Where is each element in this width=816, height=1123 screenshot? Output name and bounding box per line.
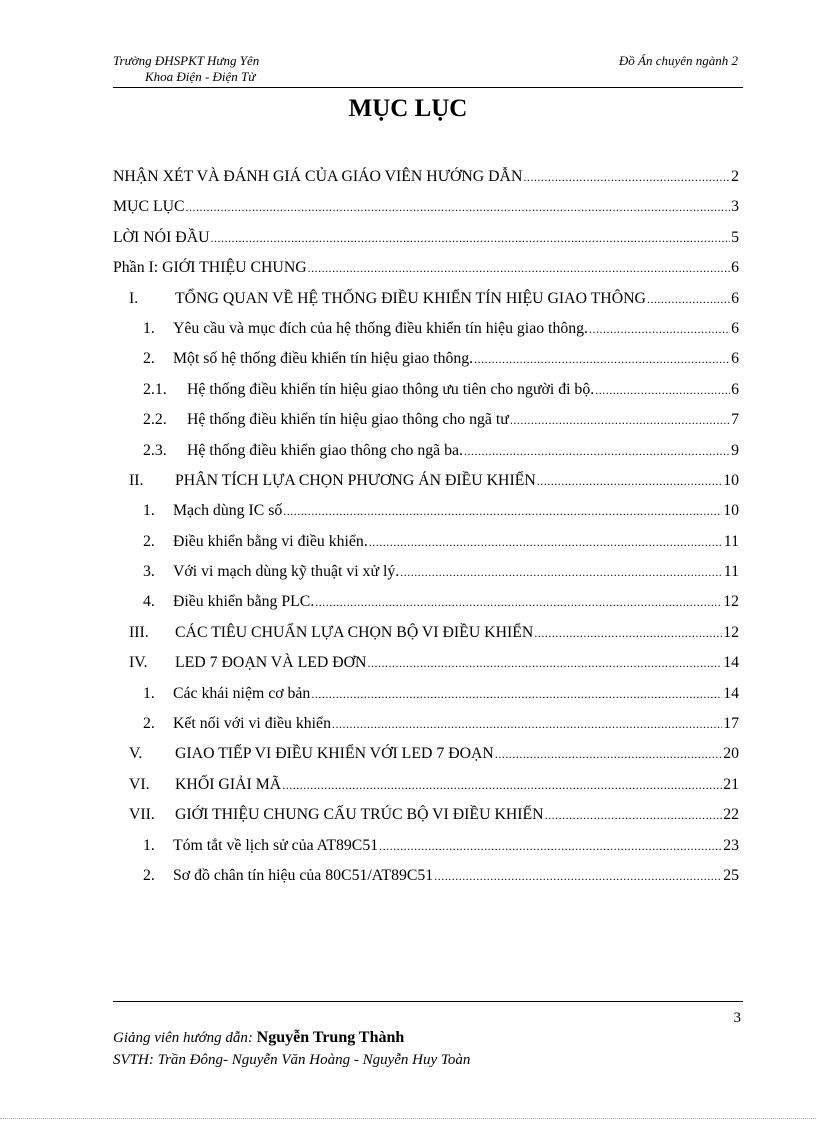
toc-dot-leader [510, 413, 730, 428]
toc-entry-page: 25 [723, 866, 739, 884]
toc-entry-number: 2.2. [143, 411, 167, 429]
instructor-label: Giảng viên hướng dẫn: [113, 1030, 257, 1046]
toc-entry-number: 1. [143, 319, 155, 337]
toc-entry-page: 6 [731, 350, 739, 368]
toc-entry-label: TỔNG QUAN VỀ HỆ THỐNG ĐIỀU KHIỂN TÍN HIỆU GIAO THÔNG [175, 289, 646, 307]
toc-entry-label: Điều khiển bằng vi điều khiển. [173, 532, 368, 550]
toc-entry[interactable] [113, 381, 739, 411]
toc-entry-number: IV. [129, 654, 148, 672]
toc-entry[interactable] [113, 229, 739, 259]
footer-instructor [113, 1029, 404, 1047]
toc-entry-number: VI. [129, 775, 150, 793]
toc-entry[interactable] [113, 533, 739, 563]
header-faculty: Khoa Điện - Điện Tử [145, 69, 256, 84]
toc-entry[interactable] [113, 168, 739, 198]
toc-entry-label: Với vi mạch dùng kỹ thuật vi xử lý. [173, 563, 400, 581]
toc-entry-label: Tóm tắt về lịch sử của AT89C51 [173, 836, 379, 854]
toc-entry-number: V. [129, 745, 143, 763]
toc-entry-label: NHẬN XÉT VÀ ĐÁNH GIÁ CỦA GIÁO VIÊN HƯỚNG DẪN [113, 168, 523, 185]
toc-entry-label: Hệ thống điều khiển giao thông cho ngã ba. [187, 441, 463, 459]
toc-dot-leader [282, 778, 722, 793]
toc-entry-number: 2.1. [143, 380, 167, 398]
toc-entry[interactable] [113, 290, 739, 320]
toc-dot-leader [400, 565, 723, 580]
toc-entry-page: 12 [723, 623, 739, 641]
toc-entry-page: 20 [723, 745, 739, 763]
toc-entry-page: 6 [731, 319, 739, 337]
toc-entry-label: Yêu cầu và mục đích của hệ thống điều khiển tín hiệu giao thông. [173, 319, 588, 337]
toc-entry-label: GIỚI THIỆU CHUNG CẤU TRÚC BỘ VI ĐIỀU KHIỂN [175, 806, 544, 824]
toc-entry-label: LỜI NÓI ĐẦU [113, 228, 210, 246]
instructor-name: Nguyễn Trung Thành [256, 1029, 405, 1046]
footer-students: SVTH: Trần Đông- Nguyễn Văn Hoàng - Nguyễn Huy Toàn [113, 1052, 471, 1068]
toc-entry[interactable] [113, 442, 739, 472]
page-number: 3 [733, 1010, 741, 1026]
toc-dot-leader [474, 352, 730, 367]
toc-entry[interactable] [113, 563, 739, 593]
toc-entry-label: MỤC LỤC [113, 198, 185, 216]
toc-entry-label: Các khái niệm cơ bản [173, 684, 311, 702]
toc-entry-page: 14 [723, 654, 739, 672]
toc-entry[interactable] [113, 715, 739, 745]
toc-entry[interactable] [113, 654, 739, 684]
toc-entry-page: 23 [723, 836, 739, 854]
toc-entry-label: Điều khiển bằng PLC. [173, 593, 315, 611]
toc-entry-page: 22 [723, 806, 739, 824]
toc-entry-label: KHỐI GIẢI MÃ [175, 775, 282, 793]
toc-dot-leader [595, 383, 730, 398]
page-bottom-edge [0, 1118, 816, 1119]
toc-dot-leader [311, 687, 722, 702]
toc-entry-page: 3 [731, 198, 739, 216]
toc-entry-number: 2. [143, 350, 155, 368]
toc-dot-leader [545, 808, 723, 823]
toc-entry-label: Một số hệ thống điều khiển tín hiệu giao thông. [173, 350, 474, 368]
toc-entry-number: 2. [143, 532, 155, 550]
toc-dot-leader [464, 444, 730, 459]
toc-entry-page: 12 [723, 593, 739, 611]
toc-entry[interactable] [113, 259, 739, 289]
toc-entry-page: 11 [723, 532, 739, 550]
toc-entry-number: 1. [143, 502, 155, 520]
toc-entry-page: 7 [731, 411, 739, 429]
toc-entry-number: 1. [143, 836, 155, 854]
toc-entry[interactable] [113, 624, 739, 654]
toc-entry-page: 14 [723, 684, 739, 702]
toc-entry-number: 2.3. [143, 441, 167, 459]
toc-entry-label: PHÂN TÍCH LỰA CHỌN PHƯƠNG ÁN ĐIỀU KHIỂN [175, 471, 536, 489]
toc-entry-number: 1. [143, 684, 155, 702]
toc-entry-label: Hệ thống điều khiển tín hiệu giao thông ưu tiên cho người đi bộ. [187, 380, 595, 398]
toc-entry[interactable] [113, 776, 739, 806]
toc-entry-page: 17 [723, 715, 739, 733]
toc-entry[interactable] [113, 593, 739, 623]
toc-entry-number: I. [129, 289, 139, 307]
toc-dot-leader [534, 626, 722, 641]
toc-entry-page: 2 [731, 168, 739, 185]
toc-dot-leader [589, 322, 730, 337]
table-of-contents [113, 168, 739, 897]
toc-entry[interactable] [113, 806, 739, 836]
toc-entry[interactable] [113, 350, 739, 380]
page-title: MỤC LỤC [348, 95, 468, 122]
toc-entry[interactable] [113, 472, 739, 502]
footer-divider [113, 1001, 743, 1002]
header-project-title: Đồ Án chuyên ngành 2 [618, 53, 738, 68]
toc-entry-number: VII. [129, 806, 155, 824]
toc-entry-label: Phần I: GIỚI THIỆU CHUNG [113, 259, 307, 277]
toc-entry-page: 5 [731, 228, 739, 246]
toc-dot-leader [283, 504, 722, 519]
toc-entry[interactable] [113, 320, 739, 350]
toc-entry-number: 4. [143, 593, 155, 611]
toc-entry-number: II. [129, 471, 144, 489]
toc-entry-page: 6 [731, 289, 739, 307]
toc-dot-leader [186, 200, 731, 215]
toc-entry-number: 2. [143, 866, 155, 884]
toc-entry[interactable] [113, 867, 739, 897]
toc-entry-label: Mạch dùng IC số [173, 502, 283, 520]
toc-entry-label: GIAO TIẾP VI ĐIỀU KHIỂN VỚI LED 7 ĐOẠN [175, 745, 494, 763]
toc-dot-leader [523, 170, 730, 185]
toc-entry-page: 21 [723, 775, 739, 793]
toc-entry-page: 10 [723, 471, 739, 489]
toc-dot-leader [332, 717, 722, 732]
toc-dot-leader [315, 595, 722, 610]
toc-dot-leader [537, 474, 722, 489]
toc-entry-number: III. [129, 623, 149, 641]
toc-entry[interactable] [113, 685, 739, 715]
toc-entry-label: Hệ thống điều khiển tín hiệu giao thông cho ngã tư [187, 411, 509, 429]
toc-dot-leader [379, 839, 722, 854]
toc-dot-leader [308, 261, 730, 276]
toc-entry-number: 2. [143, 715, 155, 733]
header-divider [113, 87, 743, 88]
toc-entry-page: 6 [731, 259, 739, 277]
toc-dot-leader [211, 231, 731, 246]
toc-entry-number: 3. [143, 563, 155, 581]
toc-entry-page: 11 [723, 563, 739, 581]
toc-dot-leader [369, 535, 723, 550]
toc-dot-leader [367, 656, 722, 671]
toc-entry[interactable] [113, 411, 739, 441]
toc-entry[interactable] [113, 837, 739, 867]
toc-dot-leader [647, 292, 730, 307]
toc-dot-leader [495, 747, 722, 762]
toc-dot-leader [434, 869, 722, 884]
toc-entry-label: CÁC TIÊU CHUẨN LỰA CHỌN BỘ VI ĐIỀU KHIỂN [175, 623, 534, 641]
toc-entry[interactable] [113, 198, 739, 228]
toc-entry-page: 9 [731, 441, 739, 459]
toc-entry[interactable] [113, 745, 739, 775]
header-school: Trường ĐHSPKT Hưng Yên [113, 53, 260, 68]
toc-entry-label: Kết nối với vi điều khiển [173, 715, 331, 733]
toc-entry-page: 10 [723, 502, 739, 520]
toc-entry-page: 6 [731, 380, 739, 398]
toc-entry-label: Sơ đồ chân tín hiệu của 80C51/AT89C51 [173, 866, 434, 884]
toc-entry[interactable] [113, 502, 739, 532]
toc-entry-label: LED 7 ĐOẠN VÀ LED ĐƠN [175, 654, 367, 672]
